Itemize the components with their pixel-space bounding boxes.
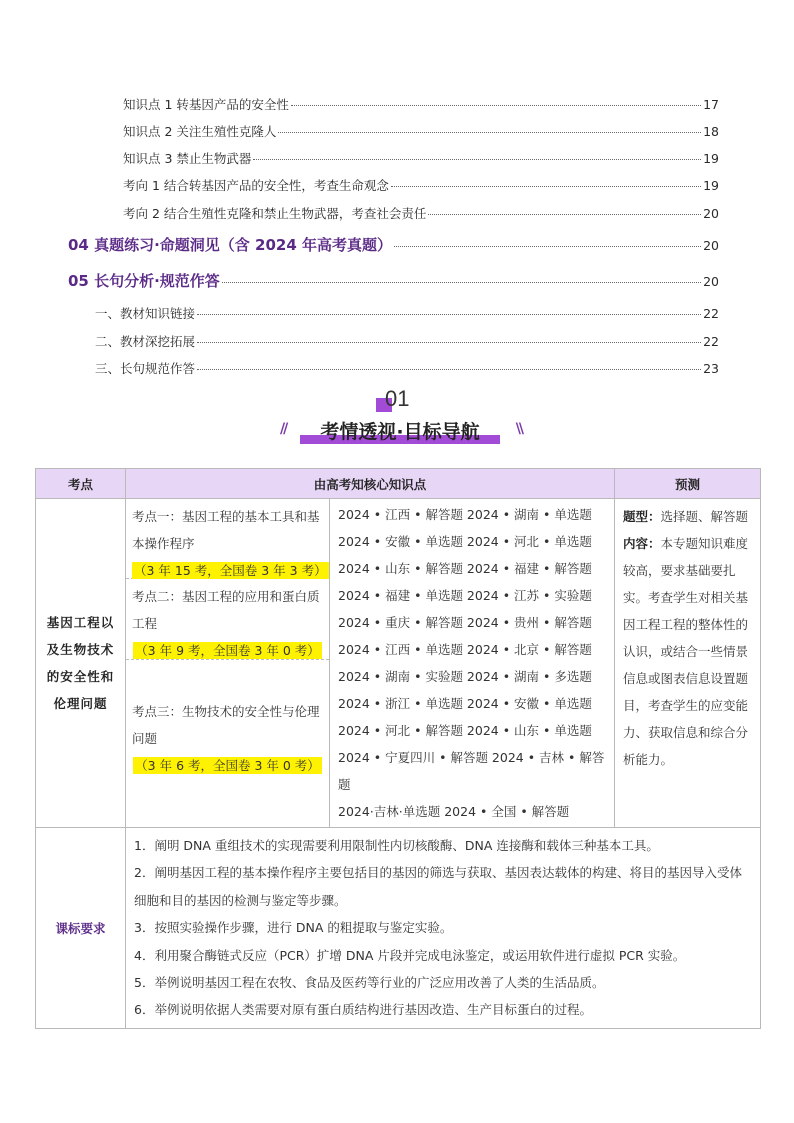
prediction-content-label: 内容： — [623, 536, 661, 551]
kaodian-item — [126, 499, 329, 578]
standard-item: 5．举例说明基因工程在农牧、食品及医药等行业的广泛应用改善了人类的生活品质。 — [134, 975, 605, 991]
toc-entry[interactable] — [123, 149, 719, 167]
toc-leader — [394, 246, 701, 247]
exam-overview-table — [35, 468, 761, 1029]
toc-leader — [291, 105, 701, 106]
prediction-content: 本专题知识难度较高，要求基础要扎实。考查学生对相关基因工程工程的整体性的认识，或结合一些情景信息或图表信息设置题目，考查学生的应变能力、获取信息和综合分析能力。 — [623, 536, 749, 767]
toc-leader — [391, 186, 701, 187]
toc-page: 22 — [703, 306, 719, 321]
exam-line: 2024 • 福建 • 单选题 2024 • 江苏 • 实验题 — [338, 588, 592, 603]
exam-line: 2024 • 湖南 • 实验题 2024 • 湖南 • 多选题 — [338, 669, 592, 684]
section-title-text: 考情透视·目标导航 — [320, 421, 480, 443]
toc-entry-chapter[interactable] — [68, 234, 719, 255]
toc-page: 20 — [703, 206, 719, 221]
toc-label: 考向 2 结合生殖性克隆和禁止生物武器，考查社会责任 — [123, 206, 427, 221]
kaodian-stat: （3 年 9 考，全国卷 3 年 0 考） — [135, 643, 320, 658]
standard-label: 课标要求 — [36, 828, 126, 1029]
header-prediction: 预测 — [615, 469, 761, 499]
standard-item: 2．阐明基因工程的基本操作程序主要包括目的基因的筛选与获取、基因表达载体的构建、将目的基因导入受体细胞和目的基因的检测与鉴定等步骤。 — [134, 865, 742, 908]
exam-line: 2024 • 宁夏四川 • 解答题 2024 • 吉林 • 解答题 — [338, 750, 605, 792]
header-kaodian: 考点 — [36, 469, 126, 499]
kaodian-title: 考点二：基因工程的应用和蛋白质工程 — [132, 589, 320, 631]
toc-entry[interactable] — [123, 204, 719, 222]
toc-page: 18 — [703, 124, 719, 139]
toc-entry[interactable] — [123, 176, 719, 194]
toc-page: 20 — [703, 238, 719, 253]
table-row — [36, 828, 761, 1029]
prediction-type: 选择题、解答题 — [660, 509, 749, 524]
standard-item: 3．按照实验操作步骤，进行 DNA 的粗提取与鉴定实验。 — [134, 920, 453, 936]
standard-item: 6．举例说明依据人类需要对原有蛋白质结构进行基因改造、生产目标蛋白的过程。 — [134, 1002, 592, 1018]
toc-leader — [428, 214, 701, 215]
standard-item: 4．利用聚合酶链式反应（PCR）扩增 DNA 片段并完成电泳鉴定，或运用软件进行虚拟 PCR 实验。 — [134, 947, 686, 963]
exam-line: 2024 • 江西 • 单选题 2024 • 北京 • 解答题 — [338, 642, 592, 657]
toc-leader — [253, 159, 701, 160]
standards-list — [126, 828, 760, 1028]
kaodian-stat: （3 年 15 考，全国卷 3 年 3 考） — [134, 563, 327, 578]
table-header-row — [36, 469, 761, 499]
kaodian-title: 考点三：生物技术的安全性与伦理问题 — [132, 703, 320, 746]
toc-entry[interactable] — [123, 95, 719, 113]
toc-page: 22 — [703, 334, 719, 349]
toc-label: 二、教材深挖拓展 — [95, 334, 196, 349]
exam-line: 2024 • 浙江 • 单选题 2024 • 安徽 • 单选题 — [338, 696, 592, 711]
exam-line: 2024 • 江西 • 解答题 2024 • 湖南 • 单选题 — [338, 507, 592, 522]
kaodian-item — [126, 578, 329, 659]
header-core-points: 由高考知核心知识点 — [126, 469, 615, 499]
toc-entry[interactable] — [95, 359, 719, 377]
toc-label: 04 真题练习·命题洞见（含 2024 年高考真题） — [68, 236, 392, 254]
section-number — [376, 386, 436, 414]
kaodian-cell — [126, 499, 330, 828]
section-number-text: 01 — [385, 386, 410, 411]
toc-entry[interactable] — [123, 122, 719, 140]
exam-line: 2024·吉林·单选题 2024 • 全国 • 解答题 — [338, 804, 570, 819]
standard-item: 1．阐明 DNA 重组技术的实现需要利用限制性内切核酸酶、DNA 连接酶和载体三种基本工具。 — [134, 838, 659, 853]
toc-entry[interactable] — [95, 332, 719, 350]
prediction-type-label: 题型： — [623, 509, 661, 524]
toc-label: 一、教材知识链接 — [95, 306, 196, 321]
toc-leader — [278, 132, 701, 133]
kaodian-title: 考点一：基因工程的基本工具和基本操作程序 — [132, 509, 320, 551]
toc-leader — [222, 282, 701, 283]
section-title — [280, 417, 522, 447]
toc-page: 20 — [703, 274, 719, 289]
prediction-cell — [615, 499, 761, 828]
left-slash-decoration: // — [280, 421, 287, 437]
toc-page: 17 — [703, 97, 719, 112]
toc-label: 三、长句规范作答 — [95, 361, 196, 376]
exam-line: 2024 • 重庆 • 解答题 2024 • 贵州 • 解答题 — [338, 615, 592, 630]
kaodian-item — [126, 659, 329, 816]
exam-line: 2024 • 山东 • 解答题 2024 • 福建 • 解答题 — [338, 561, 592, 576]
toc-page: 19 — [703, 178, 719, 193]
exam-list-cell — [330, 499, 615, 828]
prediction-text — [615, 499, 760, 777]
toc-page: 19 — [703, 151, 719, 166]
toc-leader — [197, 342, 701, 343]
toc-entry-chapter[interactable] — [68, 270, 719, 291]
toc-label: 知识点 3 禁止生物武器 — [123, 151, 252, 166]
toc-label: 知识点 2 关注生殖性克隆人 — [123, 124, 277, 139]
toc-label: 知识点 1 转基因产品的安全性 — [123, 97, 289, 112]
toc-page: 23 — [703, 361, 719, 376]
toc-leader — [197, 369, 701, 370]
exam-line: 2024 • 安徽 • 单选题 2024 • 河北 • 单选题 — [338, 534, 592, 549]
topic-cell: 基因工程以及生物技术的安全性和伦理问题 — [36, 499, 126, 828]
toc-entry[interactable] — [95, 304, 719, 322]
exam-list — [330, 499, 614, 827]
toc-leader — [197, 314, 701, 315]
standards-cell — [126, 828, 761, 1029]
exam-line: 2024 • 河北 • 解答题 2024 • 山东 • 单选题 — [338, 723, 592, 738]
kaodian-stat: （3 年 6 考，全国卷 3 年 0 考） — [135, 757, 320, 773]
toc-label: 05 长句分析·规范作答 — [68, 272, 220, 290]
toc-label: 考向 1 结合转基因产品的安全性，考查生命观念 — [123, 178, 389, 193]
right-slash-decoration: \\ — [515, 421, 522, 437]
table-row — [36, 499, 761, 828]
